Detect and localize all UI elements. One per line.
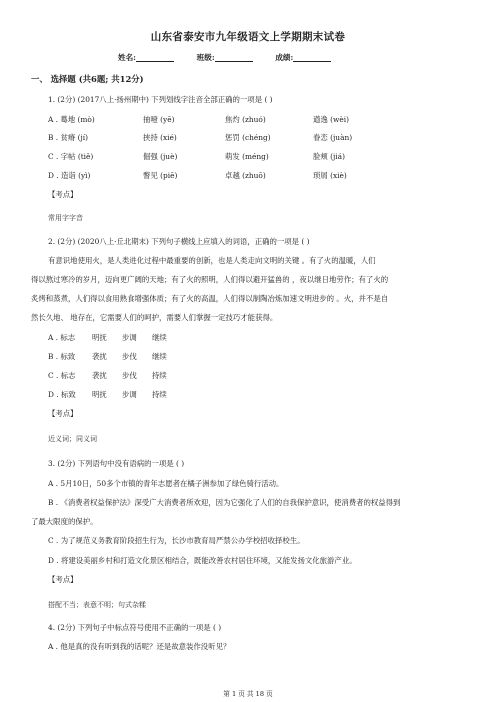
q3-option-c: C . 为了规范义务教育阶段招生行为，长沙市教育局严禁公办学校招收择校生。 <box>48 536 305 545</box>
q2-option-text: 步调 <box>122 333 137 342</box>
q1-option-text: 挟持 (xié) <box>143 133 177 142</box>
q1-stem: 1. (2分) (2017八上·扬州期中) 下列划线字注音全部正确的一项是 ( ) <box>48 95 273 104</box>
q2-option-text: 持续 <box>152 371 167 380</box>
q2-option-d <box>48 390 167 399</box>
q2-option-text: C . 标志 <box>48 371 76 380</box>
q1-topic-tag: 常用字字音 <box>48 214 83 222</box>
q2-option-text: 步调 <box>122 390 137 399</box>
q1-option-text: 惩罚 (chéng) <box>225 133 271 142</box>
q3-option-a: A . 5月10日，50多个市镇的青年志愿者在橘子洲参加了绿色骑行活动。 <box>48 479 284 488</box>
q3-kaodian: 【考点】 <box>48 575 78 584</box>
q1-option-text: A . 蓦地 (mò) <box>48 115 95 124</box>
q2-passage-line: 有意识地使用火，是人类进化过程中最重要的创新，也是人类走向文明的关键 。有了火的温暖，人们 <box>48 256 376 265</box>
q2-passage-line: 得以熬过寒冷的岁月，迈向更广阔的天地；有了火的照明，人们得以避开猛兽的 ，夜以继日地劳作；有了火的 <box>31 275 389 284</box>
name-blank[interactable] <box>136 53 174 62</box>
q1-option-text: 琐屑 (xiè) <box>313 171 347 180</box>
q2-passage-line: 炙烤和蒸煮，人们得以食用熟食增强体质；有了火的高温，人们得以制陶冶炼加速文明进步的 。火，并不是自 <box>31 294 389 303</box>
student-info <box>118 53 418 62</box>
q2-option-text: 继续 <box>152 352 167 361</box>
q1-option-text: 遒逸 (wèi) <box>313 115 349 124</box>
q3-option-d: D . 将建设美丽乡村和打造文化景区相结合，既能改善农村居住环境，又能发扬文化旅游产业。 <box>48 556 357 565</box>
name-label: 姓名: <box>118 53 136 62</box>
q3-stem: 3. (2分) 下列语句中没有语病的一项是 ( ) <box>48 459 185 468</box>
section-heading: 一、 选择题 (共6题; 共12分) <box>31 74 144 84</box>
q2-kaodian: 【考点】 <box>48 409 78 418</box>
q1-kaodian: 【考点】 <box>48 190 78 199</box>
q2-option-text: B . 标致 <box>48 352 76 361</box>
q2-option-text: 持续 <box>152 390 167 399</box>
q1-option-text: 焦灼 (zhuó) <box>225 115 266 124</box>
q2-option-text: 步伐 <box>122 352 137 361</box>
q1-option-b <box>48 133 352 142</box>
q1-option-text: 抽噎 (yē) <box>143 115 175 124</box>
q1-option-text: 脸颊 (jiá) <box>313 152 345 161</box>
q1-option-text: 眷恋 (juàn) <box>313 133 353 142</box>
q1-option-text: B . 贫瘠 (jí) <box>48 133 89 142</box>
score-blank[interactable] <box>293 53 331 62</box>
q2-stem: 2. (2分) (2020八上·丘北期末) 下列句子横线上应填入的词语，正确的一项是 ( ) <box>48 237 310 246</box>
score-label: 成绩: <box>275 53 294 62</box>
q1-option-text: D . 造诣 (yì) <box>48 171 91 180</box>
q2-option-text: 袭扰 <box>92 352 107 361</box>
q2-option-c <box>48 371 167 380</box>
q2-topic-tag: 近义词；同义词 <box>48 435 97 443</box>
q2-passage-line: 然长久地、 地存在，它需要人们的呵护，需要人们掌握一定技巧才能获得。 <box>31 313 278 322</box>
q1-option-d <box>48 171 347 180</box>
page-footer: 第 1 页 共 18 页 <box>223 690 273 698</box>
q2-option-text: 继续 <box>152 333 167 342</box>
q1-option-text: 瞥见 (piē) <box>143 171 178 180</box>
q2-option-text: 袭扰 <box>92 371 107 380</box>
q1-option-c <box>48 152 345 161</box>
q2-option-text: A . 标志 <box>48 333 76 342</box>
page-title: 山东省泰安市九年级语文上学期期末试卷 <box>150 31 346 43</box>
q2-option-text: 明抚 <box>92 333 107 342</box>
q2-option-b <box>48 352 167 361</box>
class-blank[interactable] <box>215 53 253 62</box>
q1-option-a <box>48 115 349 124</box>
class-label: 班级: <box>196 53 215 62</box>
q2-option-a <box>48 333 167 342</box>
q1-option-text: 倔强 (juè) <box>143 152 178 161</box>
q1-option-text: 卓越 (zhuō) <box>225 171 266 180</box>
q2-option-text: D . 标致 <box>48 390 76 399</box>
q2-option-text: 步伐 <box>122 371 137 380</box>
q1-option-text: 萌发 (méng) <box>225 152 269 161</box>
q1-option-text: C . 字帖 (tiě) <box>48 152 94 161</box>
q2-option-text: 明抚 <box>92 390 107 399</box>
q4-option-a: A . 他是真的没有听到我的话呢？还是故意装作没听见？ <box>48 642 231 651</box>
q3-option-b-cont: 了最大限度的保护。 <box>31 517 98 526</box>
q3-option-b: B . 《消费者权益保护法》深受广大消费者所欢迎，因为它强化了人们的自我保护意识，使消费者的权益得到 <box>48 498 401 507</box>
q3-topic-tag: 搭配不当；表意不明；句式杂糅 <box>48 601 146 609</box>
q4-stem: 4. (2分) 下列句子中标点符号使用不正确的一项是 ( ) <box>48 623 222 632</box>
